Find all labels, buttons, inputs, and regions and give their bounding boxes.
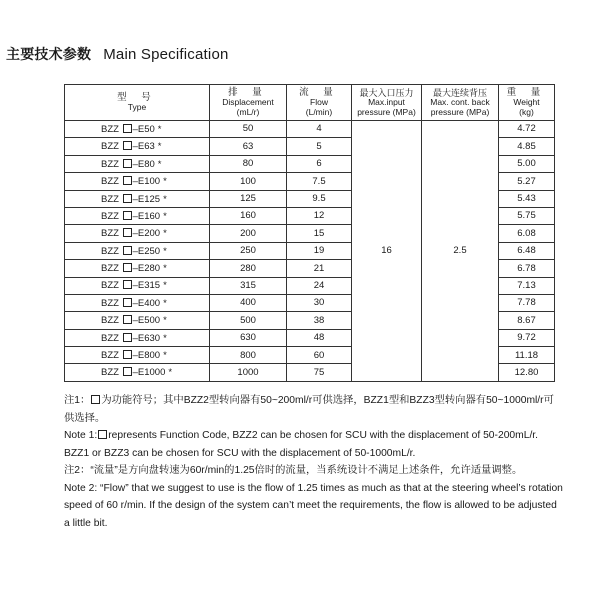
flow-cell: 75 xyxy=(287,364,352,381)
header-weight: 重 量 Weight (kg) xyxy=(499,85,555,121)
specification-table xyxy=(64,84,555,382)
displacement-cell: 630 xyxy=(210,329,287,346)
displacement-cell: 63 xyxy=(210,138,287,155)
displacement-cell: 80 xyxy=(210,155,287,172)
flow-cell: 12 xyxy=(287,207,352,224)
function-code-box-icon xyxy=(123,263,132,272)
header-input-pressure: 最大入口压力 Max.input pressure (MPa) xyxy=(352,85,422,121)
page-title xyxy=(6,44,229,64)
function-code-box-icon xyxy=(123,124,132,133)
note2-en: Note 2: “Flow” that we suggest to use is the flow of 1.25 times as much as that at the steering wheel’s rotation speed of 60 r/min. If the design of the system can’t meet the requirements, the flow is allowed to be adjusted a little bit. xyxy=(64,482,563,529)
displacement-cell: 1000 xyxy=(210,364,287,381)
displacement-cell: 160 xyxy=(210,207,287,224)
header-type: 型 号 Type xyxy=(65,85,210,121)
table-row xyxy=(65,121,555,138)
function-code-box-icon xyxy=(98,430,107,439)
function-code-box-icon xyxy=(123,315,132,324)
type-cell: BZZ –E630 * xyxy=(65,329,210,346)
weight-cell: 7.78 xyxy=(499,294,555,311)
back-pressure-cell: 2.5 xyxy=(422,121,499,382)
table-header-row xyxy=(65,85,555,121)
weight-cell: 12.80 xyxy=(499,364,555,381)
flow-cell: 15 xyxy=(287,225,352,242)
type-cell: BZZ –E63 * xyxy=(65,138,210,155)
type-cell: BZZ –E400 * xyxy=(65,294,210,311)
weight-cell: 9.72 xyxy=(499,329,555,346)
flow-cell: 60 xyxy=(287,347,352,364)
function-code-box-icon xyxy=(123,159,132,168)
note2-zh: 注2：“流量”是方向盘转速为60r/min的1.25倍时的流量，当系统设计不满足上述条件，允许适量调整。 xyxy=(64,465,523,476)
displacement-cell: 50 xyxy=(210,121,287,138)
displacement-cell: 250 xyxy=(210,242,287,259)
note1-zh: 注1： 为功能符号；其中BZZ2型转向器有50~200ml/r可供选择，BZZ1型和BZZ3型转向器有50~1000ml/r可供选择。 xyxy=(64,395,554,424)
note1-en: Note 1: represents Function Code, BZZ2 can be chosen for SCU with the displacement of 50-200mL/r. BZZ1 or BZZ3 can be chosen for SCU with the displacement of 50-1000mL/r. xyxy=(64,430,539,459)
flow-cell: 9.5 xyxy=(287,190,352,207)
displacement-cell: 200 xyxy=(210,225,287,242)
type-cell: BZZ –E500 * xyxy=(65,312,210,329)
weight-cell: 8.67 xyxy=(499,312,555,329)
flow-cell: 30 xyxy=(287,294,352,311)
notes-section xyxy=(64,392,564,532)
title-en: Main Specification xyxy=(103,46,229,63)
weight-cell: 6.78 xyxy=(499,260,555,277)
flow-cell: 21 xyxy=(287,260,352,277)
type-cell: BZZ –E1000 * xyxy=(65,364,210,381)
function-code-box-icon xyxy=(123,350,132,359)
function-code-box-icon xyxy=(123,228,132,237)
flow-cell: 38 xyxy=(287,312,352,329)
weight-cell: 5.43 xyxy=(499,190,555,207)
displacement-cell: 125 xyxy=(210,190,287,207)
type-cell: BZZ –E280 * xyxy=(65,260,210,277)
function-code-box-icon xyxy=(123,211,132,220)
header-displacement: 排 量 Displacement (mL/r) xyxy=(210,85,287,121)
function-code-box-icon xyxy=(123,367,132,376)
flow-cell: 5 xyxy=(287,138,352,155)
function-code-box-icon xyxy=(123,333,132,342)
displacement-cell: 800 xyxy=(210,347,287,364)
displacement-cell: 315 xyxy=(210,277,287,294)
weight-cell: 6.08 xyxy=(499,225,555,242)
type-cell: BZZ –E80 * xyxy=(65,155,210,172)
function-code-box-icon xyxy=(123,280,132,289)
weight-cell: 4.72 xyxy=(499,121,555,138)
weight-cell: 5.00 xyxy=(499,155,555,172)
weight-cell: 6.48 xyxy=(499,242,555,259)
weight-cell: 7.13 xyxy=(499,277,555,294)
type-cell: BZZ –E125 * xyxy=(65,190,210,207)
flow-cell: 4 xyxy=(287,121,352,138)
type-cell: BZZ –E50 * xyxy=(65,121,210,138)
type-cell: BZZ –E200 * xyxy=(65,225,210,242)
displacement-cell: 400 xyxy=(210,294,287,311)
displacement-cell: 100 xyxy=(210,173,287,190)
displacement-cell: 500 xyxy=(210,312,287,329)
title-zh: 主要技术参数 xyxy=(6,46,92,62)
flow-cell: 6 xyxy=(287,155,352,172)
flow-cell: 7.5 xyxy=(287,173,352,190)
weight-cell: 5.27 xyxy=(499,173,555,190)
type-cell: BZZ –E160 * xyxy=(65,207,210,224)
type-cell: BZZ –E315 * xyxy=(65,277,210,294)
weight-cell: 4.85 xyxy=(499,138,555,155)
function-code-box-icon xyxy=(91,395,100,404)
type-cell: BZZ –E800 * xyxy=(65,347,210,364)
flow-cell: 19 xyxy=(287,242,352,259)
type-cell: BZZ –E250 * xyxy=(65,242,210,259)
function-code-box-icon xyxy=(123,298,132,307)
weight-cell: 11.18 xyxy=(499,347,555,364)
type-cell: BZZ –E100 * xyxy=(65,173,210,190)
weight-cell: 5.75 xyxy=(499,207,555,224)
function-code-box-icon xyxy=(123,246,132,255)
flow-cell: 24 xyxy=(287,277,352,294)
header-flow: 流 量 Flow (L/min) xyxy=(287,85,352,121)
function-code-box-icon xyxy=(123,176,132,185)
input-pressure-cell: 16 xyxy=(352,121,422,382)
flow-cell: 48 xyxy=(287,329,352,346)
function-code-box-icon xyxy=(123,141,132,150)
displacement-cell: 280 xyxy=(210,260,287,277)
header-back-pressure: 最大连续背压 Max. cont. back pressure (MPa) xyxy=(422,85,499,121)
function-code-box-icon xyxy=(123,194,132,203)
